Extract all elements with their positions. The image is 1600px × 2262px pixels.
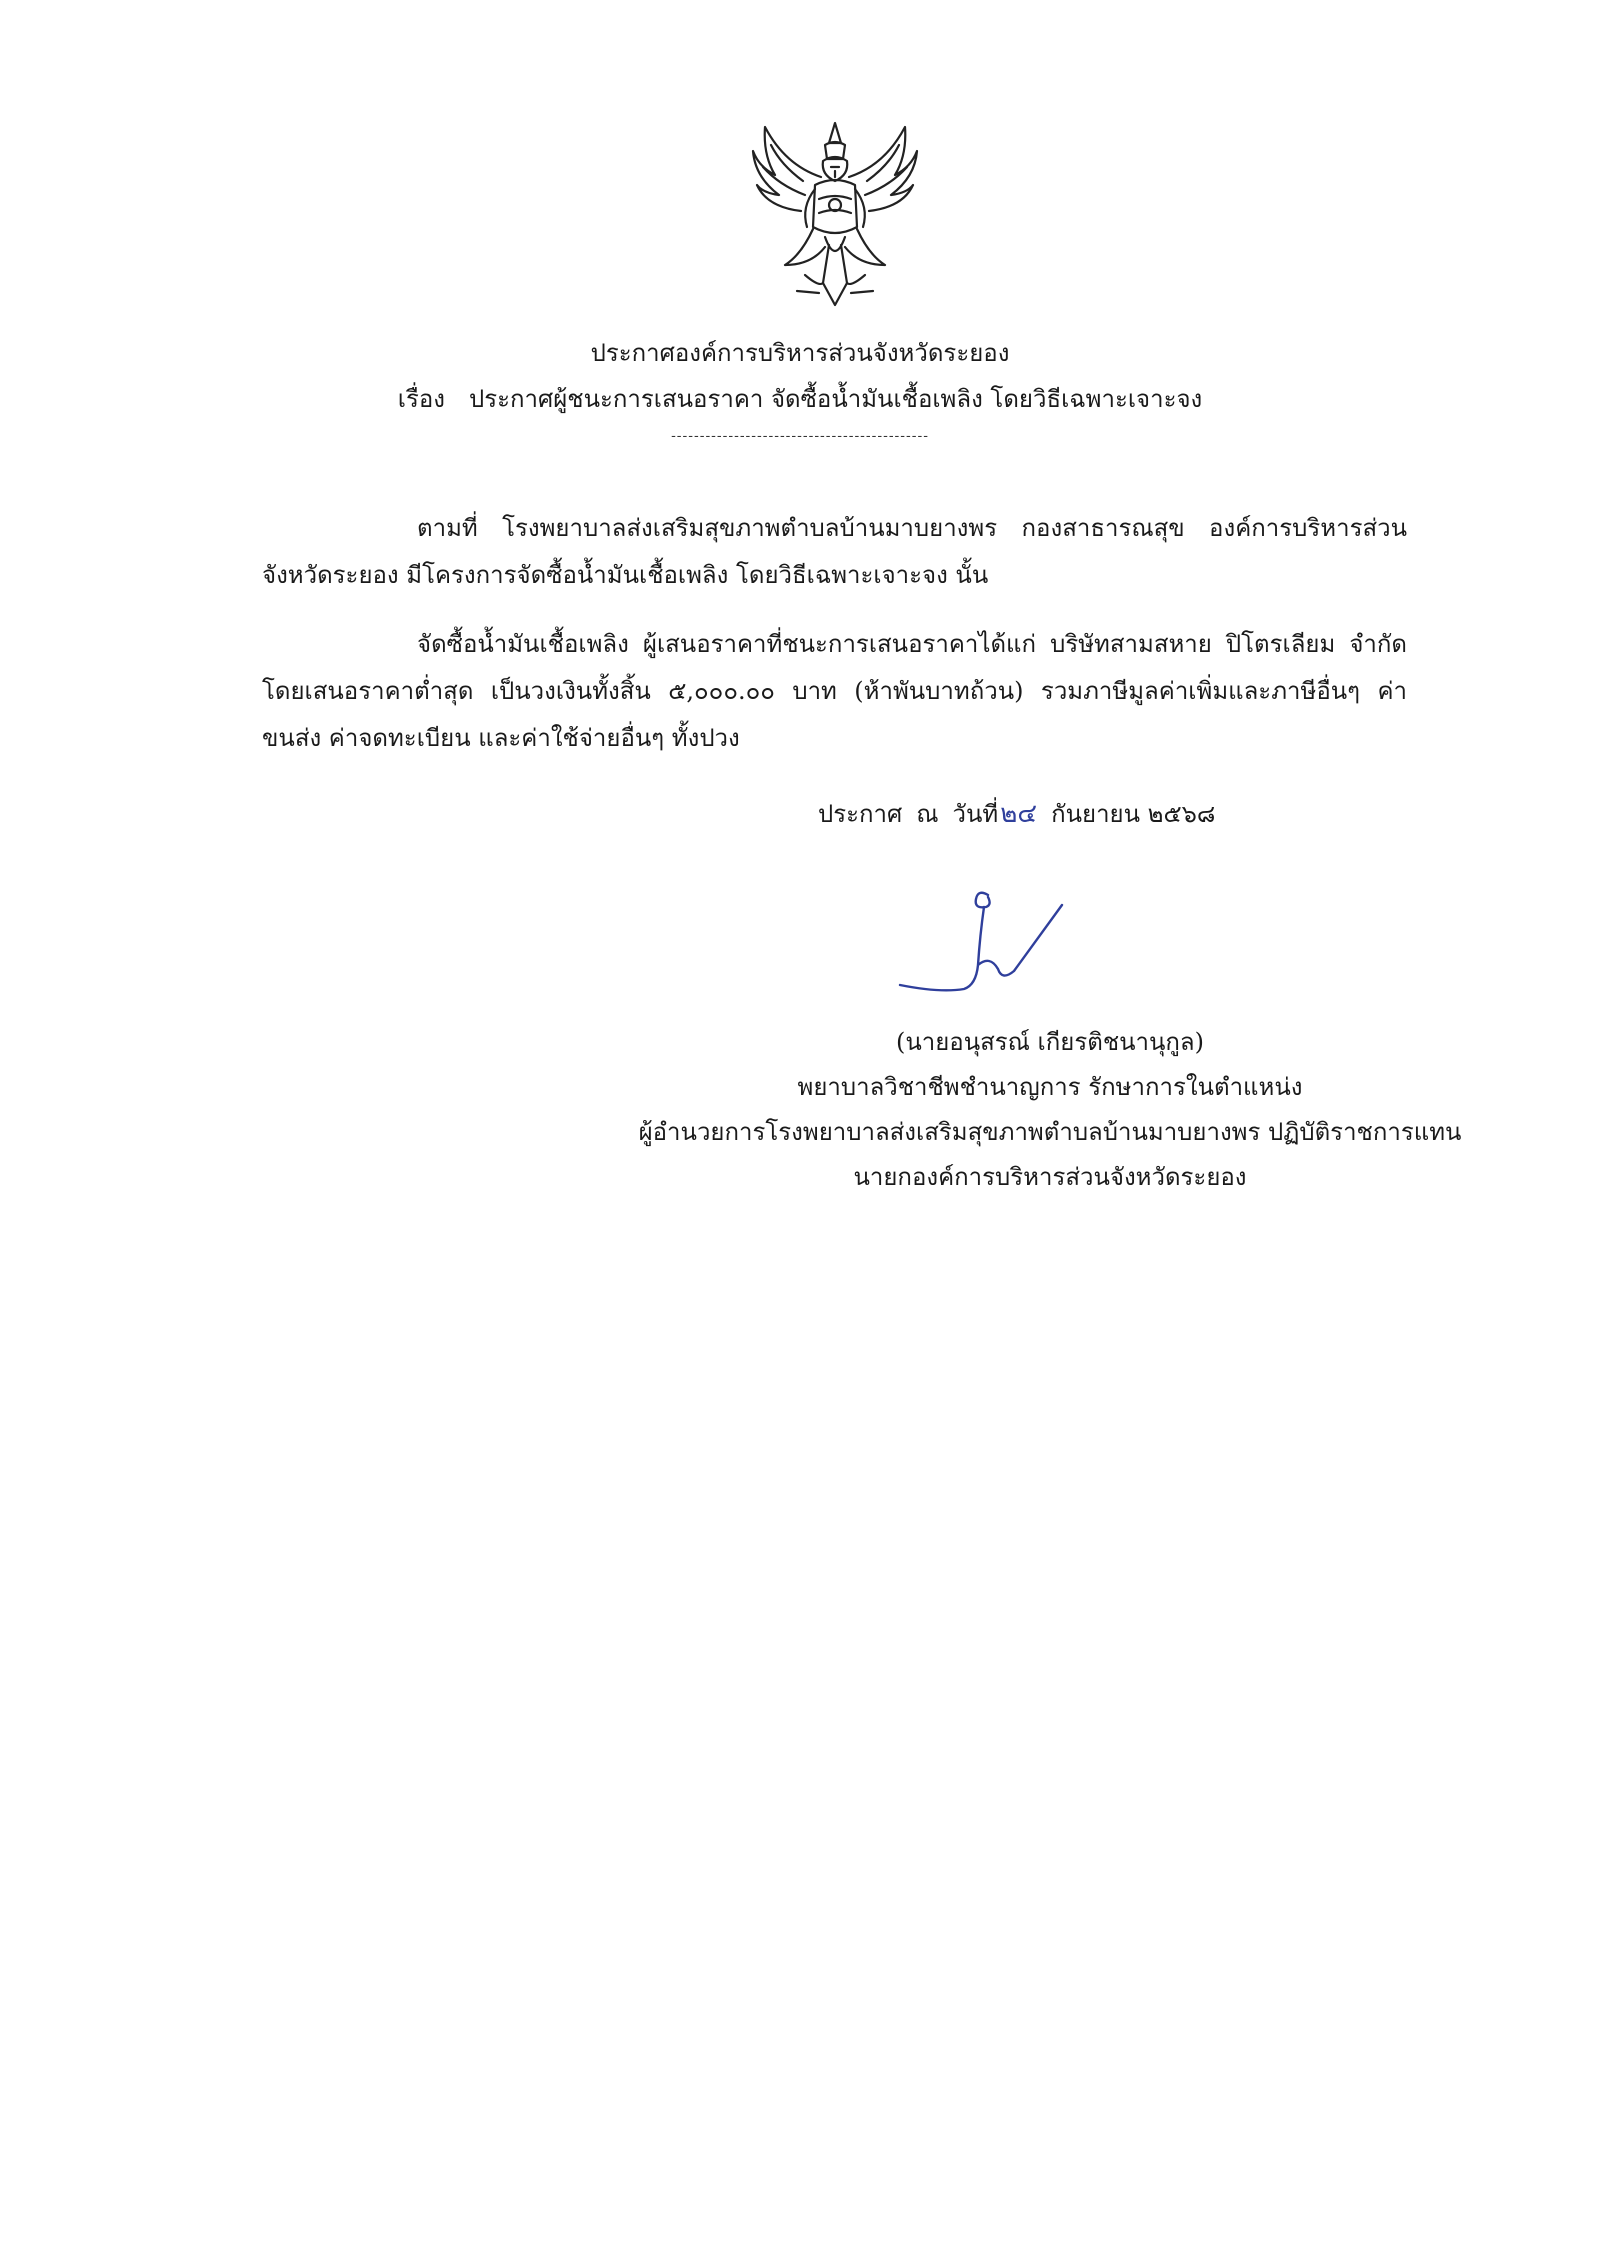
announcement-title: ประกาศองค์การบริหารส่วนจังหวัดระยอง — [590, 339, 1010, 367]
paragraph-1-text: ตามที่ โรงพยาบาลส่งเสริมสุขภาพตำบลบ้านมาบยางพร กองสาธารณสุข องค์การบริหารส่วนจังหวัดระยอง มีโครงการจัดซื้อน้ำมันเชื้อเพลิง โดยวิธีเฉพาะเจาะจง นั้น — [262, 514, 1407, 589]
signer-name: (นายอนุสรณ์ เกียรติชนานุกูล) — [895, 1028, 1204, 1056]
announcement-subject — [0, 382, 1600, 416]
day-value: ๒๔ — [1000, 799, 1038, 829]
handwritten-signature — [890, 885, 1080, 995]
subject-text: ประกาศผู้ชนะการเสนอราคา จัดซื้อน้ำมันเชื้อเพลิง โดยวิธีเฉพาะเจาะจง — [468, 385, 1203, 413]
paragraph-background — [262, 505, 1407, 599]
day-label: วันที่ — [952, 800, 999, 828]
signer-position-1: พยาบาลวิชาชีพชำนาญการ รักษาการในตำแหน่ง — [797, 1073, 1303, 1101]
signer-position-3: นายกองค์การบริหารส่วนจังหวัดระยอง — [853, 1163, 1247, 1191]
at-label: ณ — [916, 800, 939, 828]
signer-position-2: ผู้อำนวยการโรงพยาบาลส่งเสริมสุขภาพตำบลบ้านมาบยางพร ปฏิบัติราชการแทน — [638, 1118, 1462, 1146]
title-divider: --------------------------------------------- — [671, 428, 929, 444]
paragraph-2-text: จัดซื้อน้ำมันเชื้อเพลิง ผู้เสนอราคาที่ชนะการเสนอราคาได้แก่ บริษัทสามสหาย ปิโตรเลียม จำกัด โดยเสนอราคาต่ำสุด เป็นวงเงินทั้งสิ้น ๕,๐๐๐.๐๐ บาท (ห้าพันบาทถ้วน) รวมภาษีมูลค่าเพิ่มและภาษีอื่นๆ ค่าขนส่ง ค่าจดทะเบียน และค่าใช้จ่ายอื่นๆ ทั้งปวง — [262, 630, 1407, 752]
subject-label: เรื่อง — [397, 385, 445, 413]
garuda-emblem-icon — [745, 115, 925, 315]
announce-label: ประกาศ — [818, 800, 903, 828]
month-year: กันยายน ๒๕๖๘ — [1051, 800, 1216, 828]
paragraph-winner — [262, 621, 1407, 762]
announcement-date — [818, 797, 1229, 831]
